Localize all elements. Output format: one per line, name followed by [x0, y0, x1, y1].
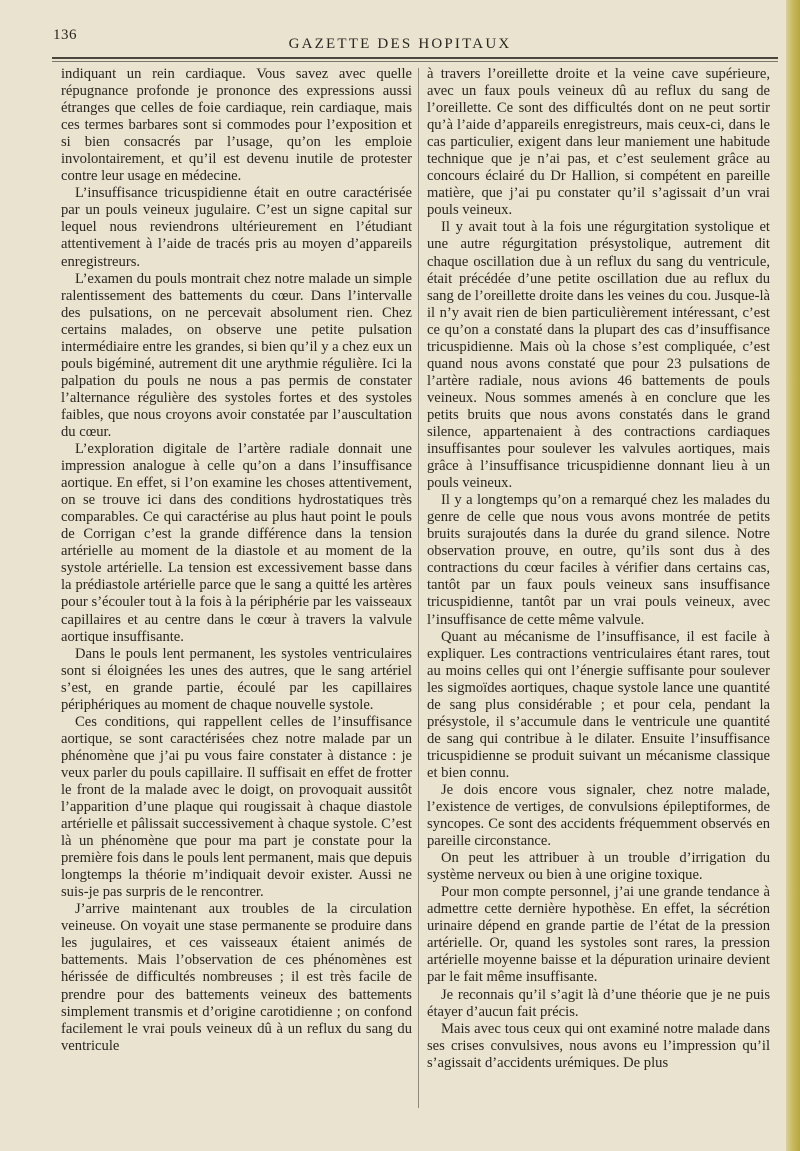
paragraph: Il y avait tout à la fois une régurgitation systolique et une autre régurgitation présystolique, autrement dit chaque oscillation due à un reflux du sang du ventricule, était précédée d’une petite oscillation due au reflux du sang de l’oreillette droite dans les veines du cou. Jusque-là il n’y avait rien de bien particulièrement intéressant, c’est ce qu’on a constaté dans la plupart des cas d’insuffisance tricuspidienne. Mais où la chose s’est compliquée, c’est quand nous avons constaté que pour 23 pulsations de l’artère radiale, nous avions 46 battements de pouls veineux. Nous sommes amenés à en conclure que les petits bruits que nous avons constatés dans le grand silence, appartenaient à des contractions cardiaques insuffisantes pour soulever les valvules aortiques, mais grâce à l’insuffisance tricuspidienne donnant lieu à un pouls veineux. — [427, 219, 770, 492]
page-number: 136 — [53, 27, 77, 43]
running-title: GAZETTE DES HOPITAUX — [288, 36, 512, 52]
paragraph: Pour mon compte personnel, j’ai une grande tendance à admettre cette dernière hypothèse. En effet, la sécrétion urinaire dépend en grande partie de l’état de la pression artérielle. Or, quand les systoles sont rares, la pression artérielle moyenne baisse et la dépuration urinaire devient par le fait même insuffisante. — [427, 884, 770, 986]
page-edge — [786, 0, 800, 1151]
paragraph: à travers l’oreillette droite et la veine cave supérieure, avec un faux pouls veineux dû au reflux du sang de l’oreillette. Ce sont des difficultés dont on ne peut sortir qu’à l’aide d’appareils enregistreurs, mais ceux-ci, dans le cas particulier, exigent dans leur maniement une habitude technique que je n’ai pas, et c’est seulement grâce au concours éclairé du Dr Hallion, si compétent en pareille matière, que j’ai pu constater qu’il s’agissait d’un vrai pouls veineux. — [427, 66, 770, 219]
paragraph: On peut les attribuer à un trouble d’irrigation du système nerveux ou bien à une origine toxique. — [427, 850, 770, 884]
paragraph: Je dois encore vous signaler, chez notre malade, l’existence de vertiges, de convulsions épileptiformes, de syncopes. Ce sont des accidents fréquemment observés en pareille circonstance. — [427, 781, 770, 850]
right-column — [427, 66, 770, 1072]
paragraph: Ces conditions, qui rappellent celles de l’insuffisance aortique, se sont caractérisées chez notre malade par un phénomène que j’ai pu vous faire constater à distance : je veux parler du pouls capillaire. Il suffisait en effet de frotter le front de la malade avec le doigt, on provoquait aussitôt l’apparition d’une plaque qui rougissait à chaque diastole artérielle et pâlissait successivement à chaque systole. C’est là un phénomène que pour ma part je constate pour la première fois dans le pouls lent permanent, mais que depuis longtemps la théorie m’indiquait devoir exister. Aussi ne suis-je pas surpris de le rencontrer. — [61, 713, 412, 901]
paragraph: Je reconnais qu’il s’agit là d’une théorie que je ne puis étayer d’aucun fait précis. — [427, 986, 770, 1020]
paragraph: L’insuffisance tricuspidienne était en outre caractérisée par un pouls veineux jugulaire. C’est un signe capital sur lequel nous reviendrons ultérieurement en l’étudiant attentivement à l’aide de tracés pris au moyen d’appareils enregistreurs. — [61, 185, 412, 270]
paragraph: Quant au mécanisme de l’insuffisance, il est facile à expliquer. Les contractions ventriculaires étant rares, tout au moins celles qui ont l’énergie suffisante pour soulever les sigmoïdes aortiques, chaque systole lance une quantité de sang plus considérable ; et pour cela, pendant la présystole, il s’accumule dans le ventricule une quantité de sang qui contribue à le dilater. Ensuite l’insuffisance tricuspidienne se produit suivant un mécanisme classique et bien connu. — [427, 628, 770, 781]
header-rule-thin — [52, 61, 778, 62]
left-column — [61, 66, 412, 1055]
paragraph: L’exploration digitale de l’artère radiale donnait une impression analogue à celle qu’on a dans l’insuffisance aortique. En effet, si l’on examine les choses attentivement, on se trouve ici dans des conditions hydrostatiques très comparables. Ce qui caractérise au plus haut point le pouls de Corrigan c’est la grande différence dans la tension artérielle au moment de la diastole et au moment de la systole artérielle. La tension est excessivement basse dans la prédiastole artérielle parce que le sang a quitté les artères pour s’écouler tout à la fois à la périphérie par les vaisseaux capillaires et au centre dans le cœur à travers la valvule aortique insuffisante. — [61, 441, 412, 645]
paragraph: Mais avec tous ceux qui ont examiné notre malade dans ses crises convulsives, nous avons eu l’impression qu’il s’agissait d’accidents urémiques. De plus — [427, 1020, 770, 1071]
paragraph: Il y a longtemps qu’on a remarqué chez les malades du genre de celle que nous vous avons montrée de petits bruits surajoutés dans la durée du grand silence. Notre observation prouve, en outre, qu’ils sont dus à des contractions du cœur faciles à vérifier dans certains cas, tantôt par un faux pouls veineux sans insuffisance tricuspidienne, tantôt par un vrai pouls veineux, avec l’insuffisance de cette même valvule. — [427, 492, 770, 628]
paragraph: J’arrive maintenant aux troubles de la circulation veineuse. On voyait une stase permanente se produire dans les jugulaires, et ces vaisseaux étaient animés de battements. Mais l’observation de ces phénomènes est hérissée de difficultés nombreuses ; il est très facile de prendre pour des battements veineux des battements simplement transmis et d’origine carotidienne ; on confond facilement le vrai pouls veineux dû à un reflux du sang du ventricule — [61, 901, 412, 1054]
column-divider — [418, 68, 419, 1108]
header-rule — [52, 57, 778, 59]
paragraph: indiquant un rein cardiaque. Vous savez avec quelle répugnance profonde je prononce des expressions aussi étranges que celles de foie cardiaque, rein cardiaque, mais ces termes barbares sont si commodes pour l’exposition et si bien consacrés par l’usage, qu’on les emploie involontairement, et qu’il est devenu inutile de protester contre leur usage en médecine. — [61, 66, 412, 185]
paragraph: Dans le pouls lent permanent, les systoles ventriculaires sont si éloignées les unes des autres, que le sang artériel s’est, en grande partie, écoulé par les capillaires périphériques au moment de chaque nouvelle systole. — [61, 645, 412, 713]
paragraph: L’examen du pouls montrait chez notre malade un simple ralentissement des battements du cœur. Dans l’intervalle des pulsations, on ne percevait absolument rien. Chez certains malades, on observe une petite pulsation intermédiaire entre les grandes, si bien qu’il y a chez eux un pouls bigéminé, autrement dit une arythmie régulière. Ici la palpation du pouls ne nous a pas permis de constater l’alternance régulière des systoles fortes et des systoles faibles, que nous croyons avoir constatée par l’auscultation du cœur. — [61, 270, 412, 440]
